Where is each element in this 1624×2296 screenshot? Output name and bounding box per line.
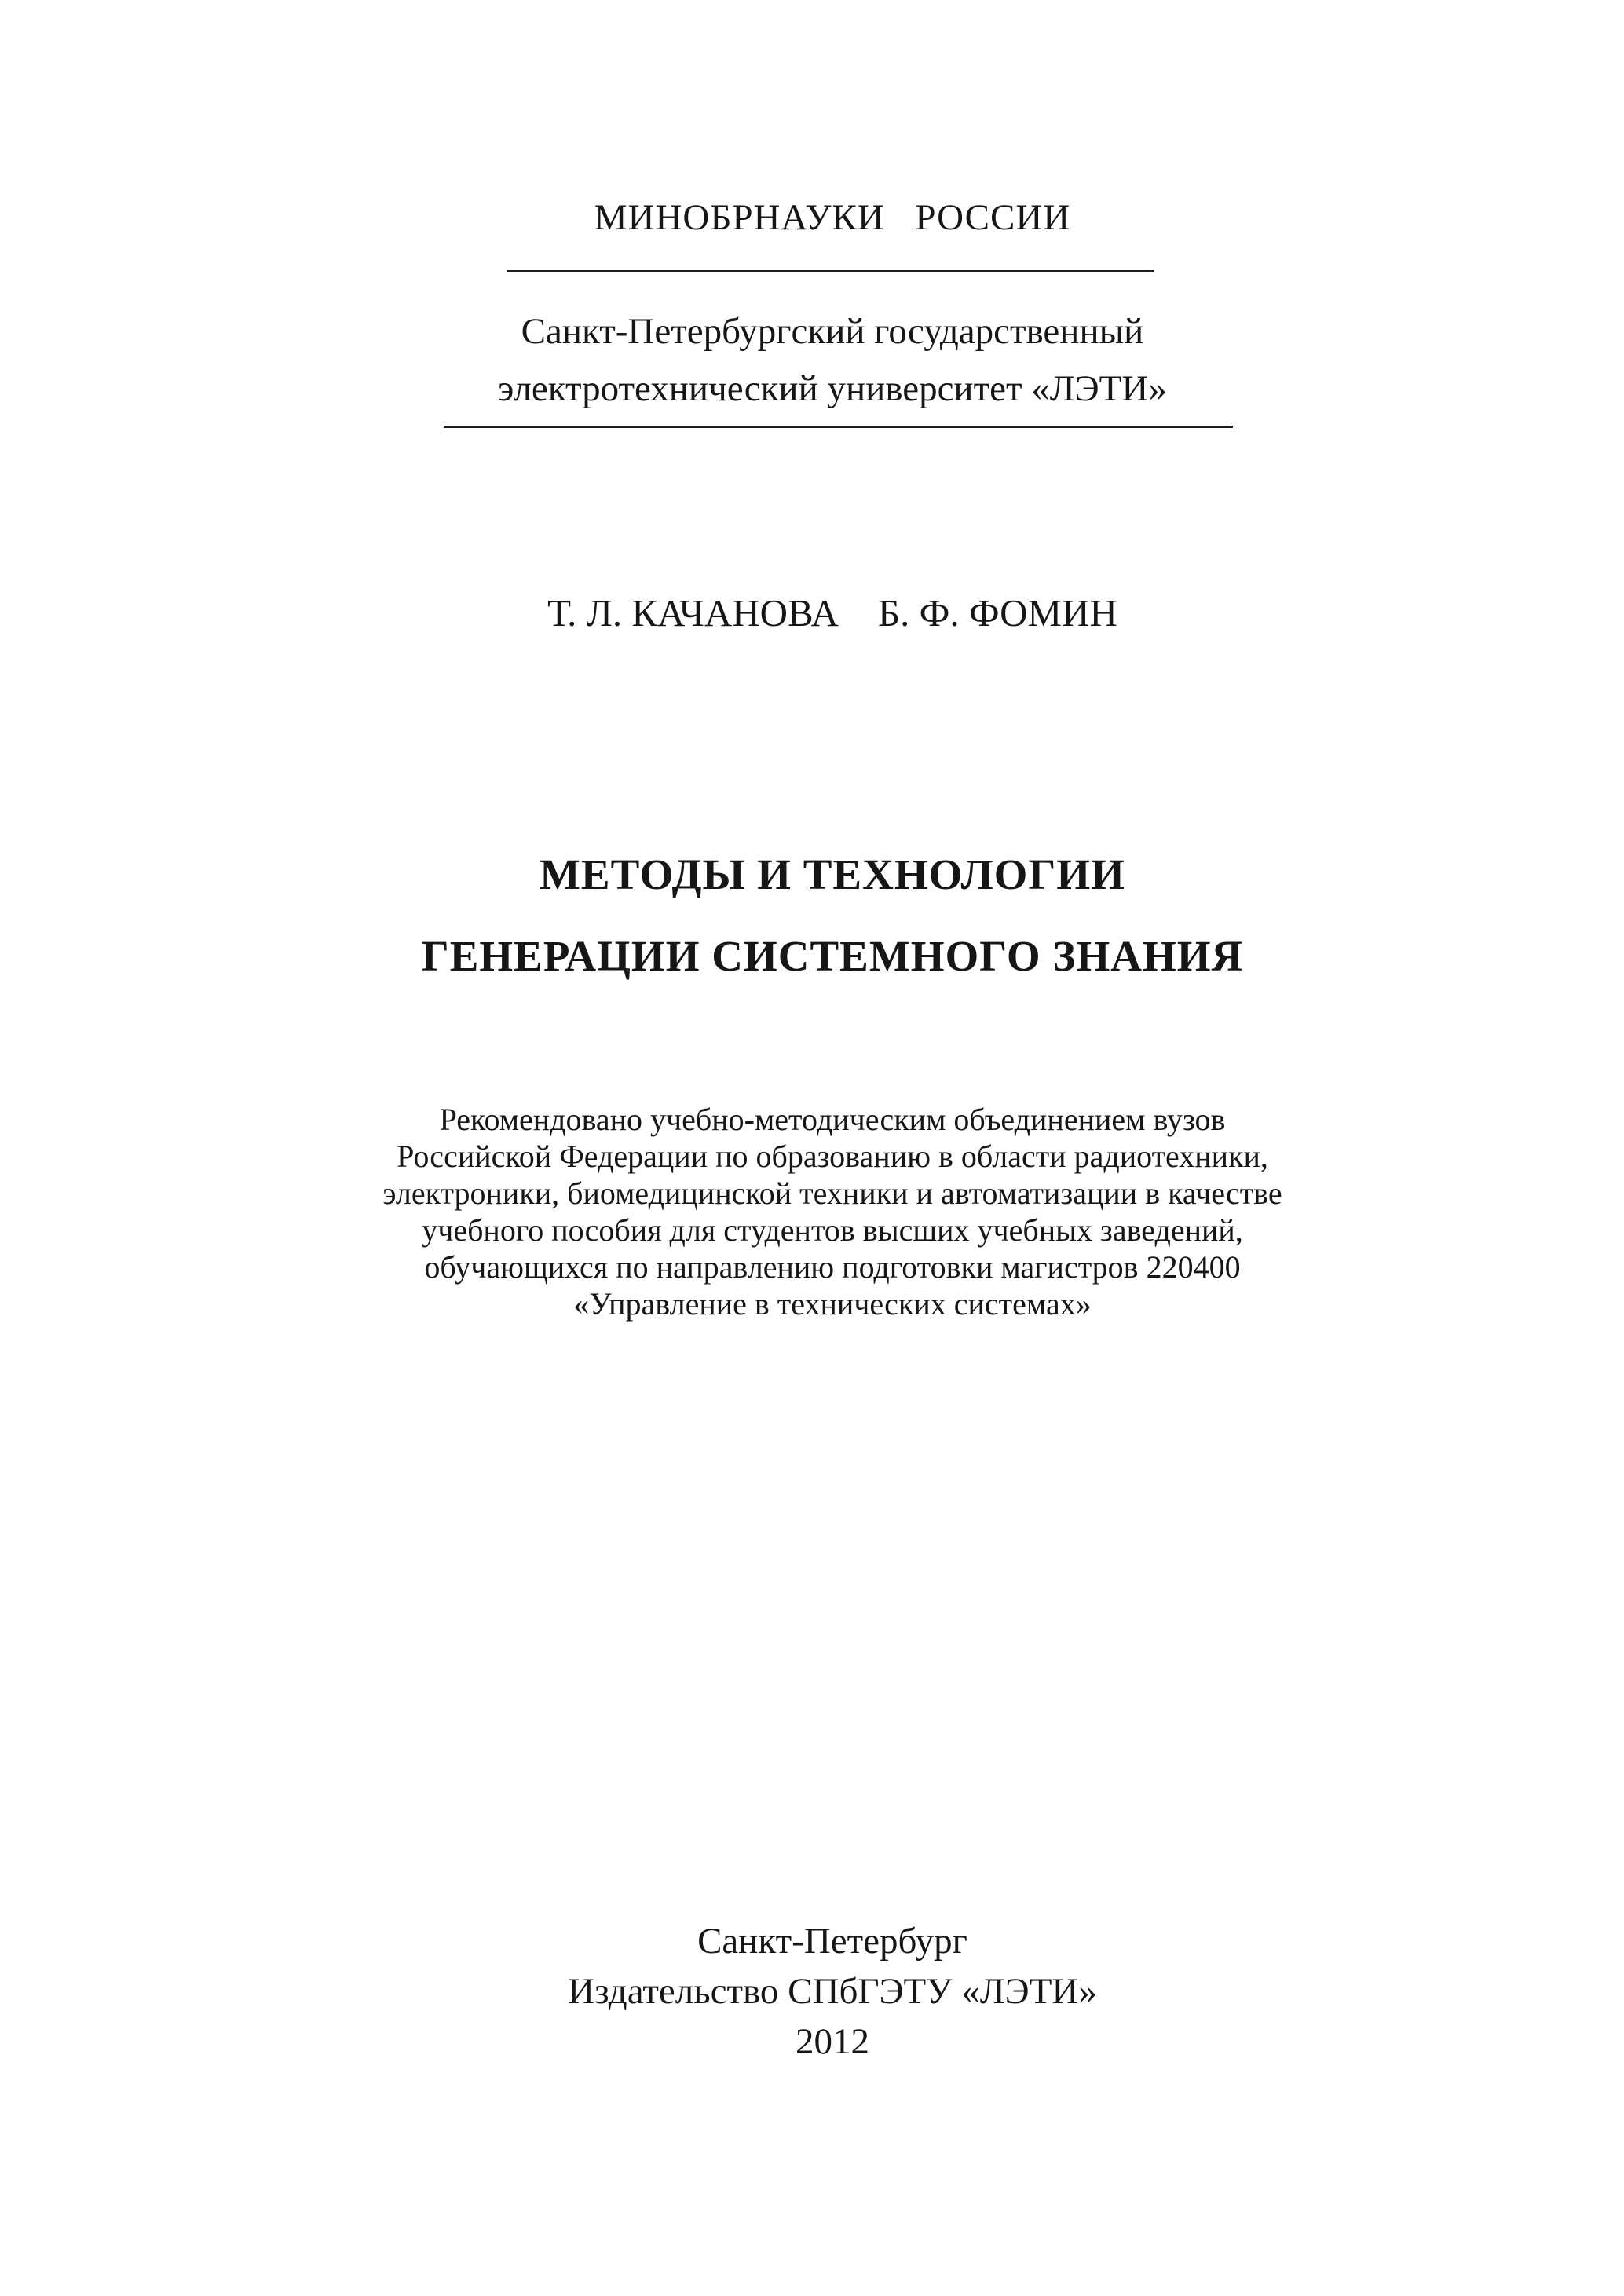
- recommendation-line: «Управление в технических системах»: [573, 1286, 1092, 1322]
- authors-line: [346, 590, 1319, 635]
- ministry-heading: МИНОБРНАУКИ РОССИИ: [594, 197, 1071, 238]
- imprint-year: 2012: [796, 2021, 869, 2062]
- book-title-line2: ГЕНЕРАЦИИ СИСТЕМНОГО ЗНАНИЯ: [421, 932, 1244, 980]
- university-name: [346, 303, 1319, 418]
- imprint-city: Санкт-Петербург: [697, 1921, 967, 1961]
- recommendation-line: обучающихся по направлению подготовки магистров 220400: [424, 1249, 1241, 1285]
- author-1: Т. Л. КАЧАНОВА: [547, 591, 839, 634]
- imprint-publisher: Издательство СПбГЭТУ «ЛЭТИ»: [568, 1971, 1097, 2012]
- recommendation-line: Российской Федерации по образованию в области радиотехники,: [397, 1139, 1268, 1174]
- imprint: [346, 1916, 1319, 2067]
- separator-line-top: [507, 270, 1154, 272]
- author-2: Б. Ф. ФОМИН: [877, 591, 1117, 634]
- recommendation-line: Рекомендовано учебно-методическим объединением вузов: [439, 1102, 1226, 1137]
- university-name-line2: электротехнический университет «ЛЭТИ»: [498, 368, 1167, 409]
- separator-line-bottom: [444, 426, 1233, 428]
- recommendation-line: учебного пособия для студентов высших учебных заведений,: [422, 1212, 1243, 1248]
- university-name-line1: Санкт-Петербургский государственный: [521, 311, 1144, 352]
- recommendation-line: электроники, биомедицинской техники и автоматизации в качестве: [382, 1175, 1282, 1211]
- recommendation-text: [346, 1101, 1319, 1322]
- book-title-line1: МЕТОДЫ И ТЕХНОЛОГИИ: [540, 850, 1125, 898]
